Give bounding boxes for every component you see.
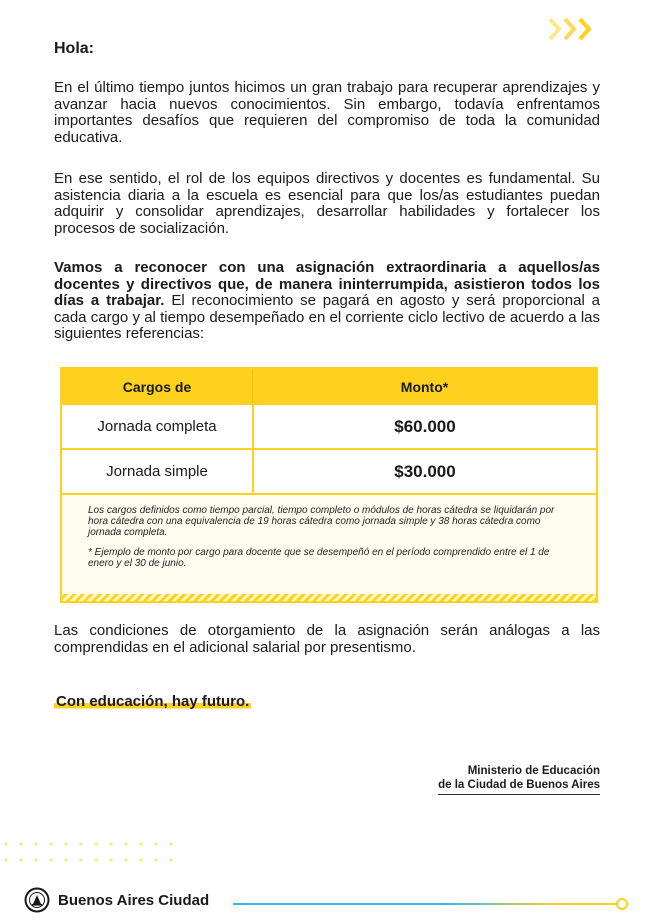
- row-monto: $60.000: [252, 405, 596, 448]
- row-cargo: Jornada simple: [106, 463, 208, 480]
- footer-brand: [24, 887, 209, 913]
- reference-table: [60, 367, 598, 603]
- table-stripe-decoration: [62, 594, 596, 601]
- header-cargos: Cargos de: [122, 379, 192, 395]
- slogan: Con educación, hay futuro.: [56, 693, 250, 710]
- row-monto: $30.000: [252, 450, 596, 493]
- dots-decoration-icon: [0, 838, 190, 868]
- chevrons-decoration-icon: [546, 14, 598, 44]
- paragraph-conditions: Las condiciones de otorgamiento de la asignación serán análogas a las comprendidas en el adicional salarial por presentismo.: [54, 622, 600, 656]
- signature-block: [438, 765, 600, 795]
- footer-line-end-icon: [616, 898, 628, 910]
- signature-line-2: de la Ciudad de Buenos Aires: [438, 778, 600, 791]
- header-monto: Monto*: [252, 369, 596, 405]
- recognition-bold-text: Vamos a reconocer con una asignación extraordinaria a aquellos/as docentes y directivos que, de manera ininterrumpida, asistieron todos los días a trabajar.: [54, 259, 600, 310]
- table-row: [62, 405, 596, 450]
- footer-brand-name: Buenos Aires Ciudad: [58, 891, 210, 909]
- paragraph-role: En ese sentido, el rol de los equipos directivos y docentes es fundamental. Su asistencia diaria a la escuela es esencial para que los/as estudiantes puedan adquirir y consolidar aprendizajes, desarrollar habilidades y fortalecer los procesos de socialización.: [54, 170, 600, 237]
- table-notes: [62, 495, 596, 569]
- row-cargo: Jornada completa: [97, 418, 217, 435]
- city-seal-icon: [24, 887, 50, 913]
- greeting: Hola:: [54, 40, 94, 57]
- footer-line-decoration: [233, 903, 619, 905]
- recognition-rest-text: El reconocimiento se pagará en agosto y será proporcional a cada cargo y al tiempo desempeñado en el corriente ciclo lectivo de acuerdo a las siguientes referencias:: [54, 292, 600, 343]
- table-row: [62, 450, 596, 495]
- paragraph-recognition: [54, 260, 600, 343]
- signature-line-1: Ministerio de Educación: [467, 765, 600, 777]
- note-equivalence: Los cargos definidos como tiempo parcial, tiempo completo o módulos de horas cátedra se liquidarán por hora cátedra con una equivalencia de 19 horas cátedra como jornada simple y 38 horas cátedra como jornada completa.: [88, 505, 555, 538]
- paragraph-intro: En el último tiempo juntos hicimos un gran trabajo para recuperar aprendizajes y avanzar hacia nuevos conocimientos. Sin embargo, todavía enfrentamos importantes desafíos que requieren del compromiso de toda la comunidad educativa.: [54, 79, 600, 146]
- note-example: * Ejemplo de monto por cargo para docente que se desempeñó en el período comprendido entre el 1 de enero y el 30 de junio.: [88, 547, 550, 569]
- table-header: [62, 369, 596, 405]
